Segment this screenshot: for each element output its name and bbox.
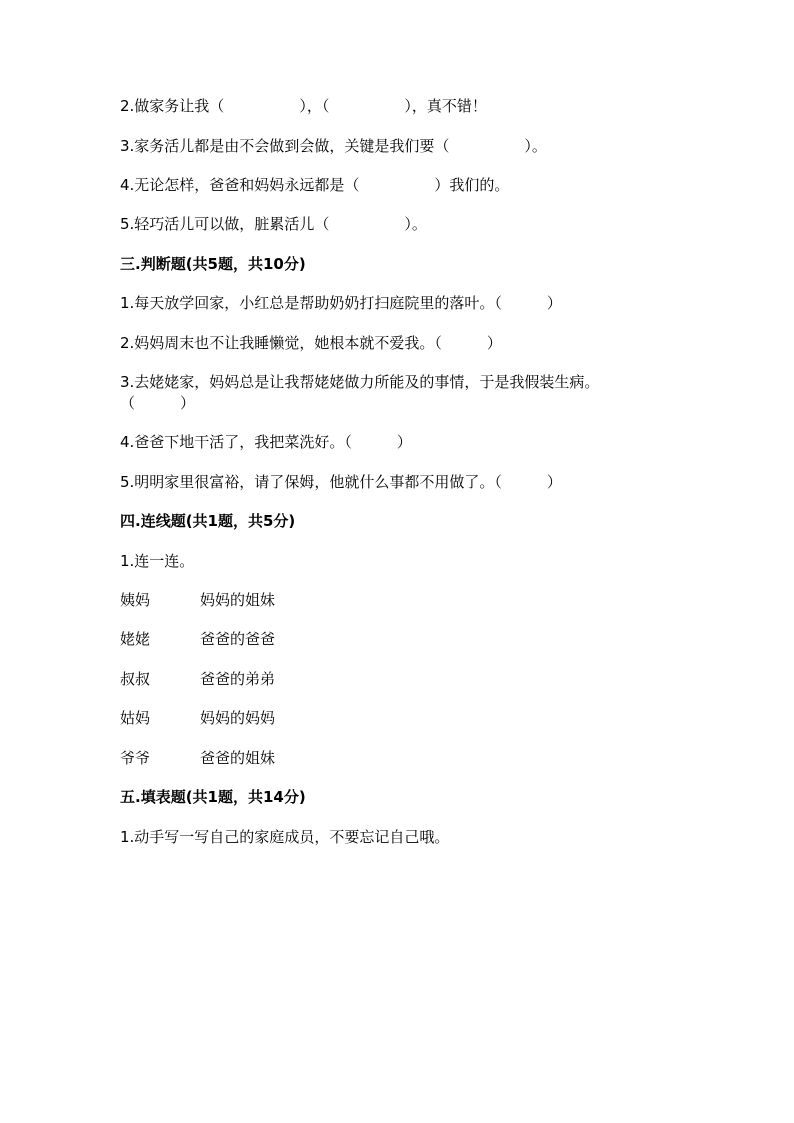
match-right-item: 爸爸的姐妹 bbox=[200, 749, 276, 767]
judge-item-2: 2.妈妈周末也不让我睡懒觉，她根本就不爱我。（ ） bbox=[120, 334, 502, 352]
section3-heading: 三.判断题(共5题，共10分) bbox=[120, 255, 306, 273]
fill-blank-item-5: 5.轻巧活儿可以做，脏累活儿（ ）。 bbox=[120, 215, 427, 233]
fill-blank-item-4: 4.无论怎样，爸爸和妈妈永远都是（ ）我们的。 bbox=[120, 176, 510, 194]
judge-item-4: 4.爸爸下地干活了，我把菜洗好。（ ） bbox=[120, 433, 412, 451]
fill-blank-item-3: 3.家务活儿都是由不会做到会做，关键是我们要（ ）。 bbox=[120, 137, 547, 155]
table-question: 1.动手写一写自己的家庭成员，不要忘记自己哦。 bbox=[120, 828, 450, 846]
match-right-item: 妈妈的姐妹 bbox=[200, 591, 276, 609]
match-right-item: 妈妈的妈妈 bbox=[200, 709, 276, 727]
match-left-item: 爷爷 bbox=[120, 749, 151, 767]
match-right-item: 爸爸的弟弟 bbox=[200, 670, 276, 688]
match-left-item: 叔叔 bbox=[120, 670, 151, 688]
judge-item-3-answer: （ ） bbox=[120, 394, 196, 412]
match-question: 1.连一连。 bbox=[120, 552, 195, 570]
match-left-item: 姥姥 bbox=[120, 630, 151, 648]
match-right-item: 爸爸的爸爸 bbox=[200, 630, 276, 648]
judge-item-3: 3.去姥姥家，妈妈总是让我帮姥姥做力所能及的事情，于是我假装生病。 bbox=[120, 373, 600, 391]
match-left-item: 姨妈 bbox=[120, 591, 151, 609]
section4-heading: 四.连线题(共1题，共5分) bbox=[120, 512, 296, 530]
section5-heading: 五.填表题(共1题，共14分) bbox=[120, 788, 306, 806]
judge-item-5: 5.明明家里很富裕，请了保姆，他就什么事都不用做了。（ ） bbox=[120, 473, 562, 491]
fill-blank-item-2: 2.做家务让我（ ），（ ），真不错！ bbox=[120, 97, 487, 115]
match-left-item: 姑妈 bbox=[120, 709, 151, 727]
judge-item-1: 1.每天放学回家，小红总是帮助奶奶打扫庭院里的落叶。（ ） bbox=[120, 294, 562, 312]
